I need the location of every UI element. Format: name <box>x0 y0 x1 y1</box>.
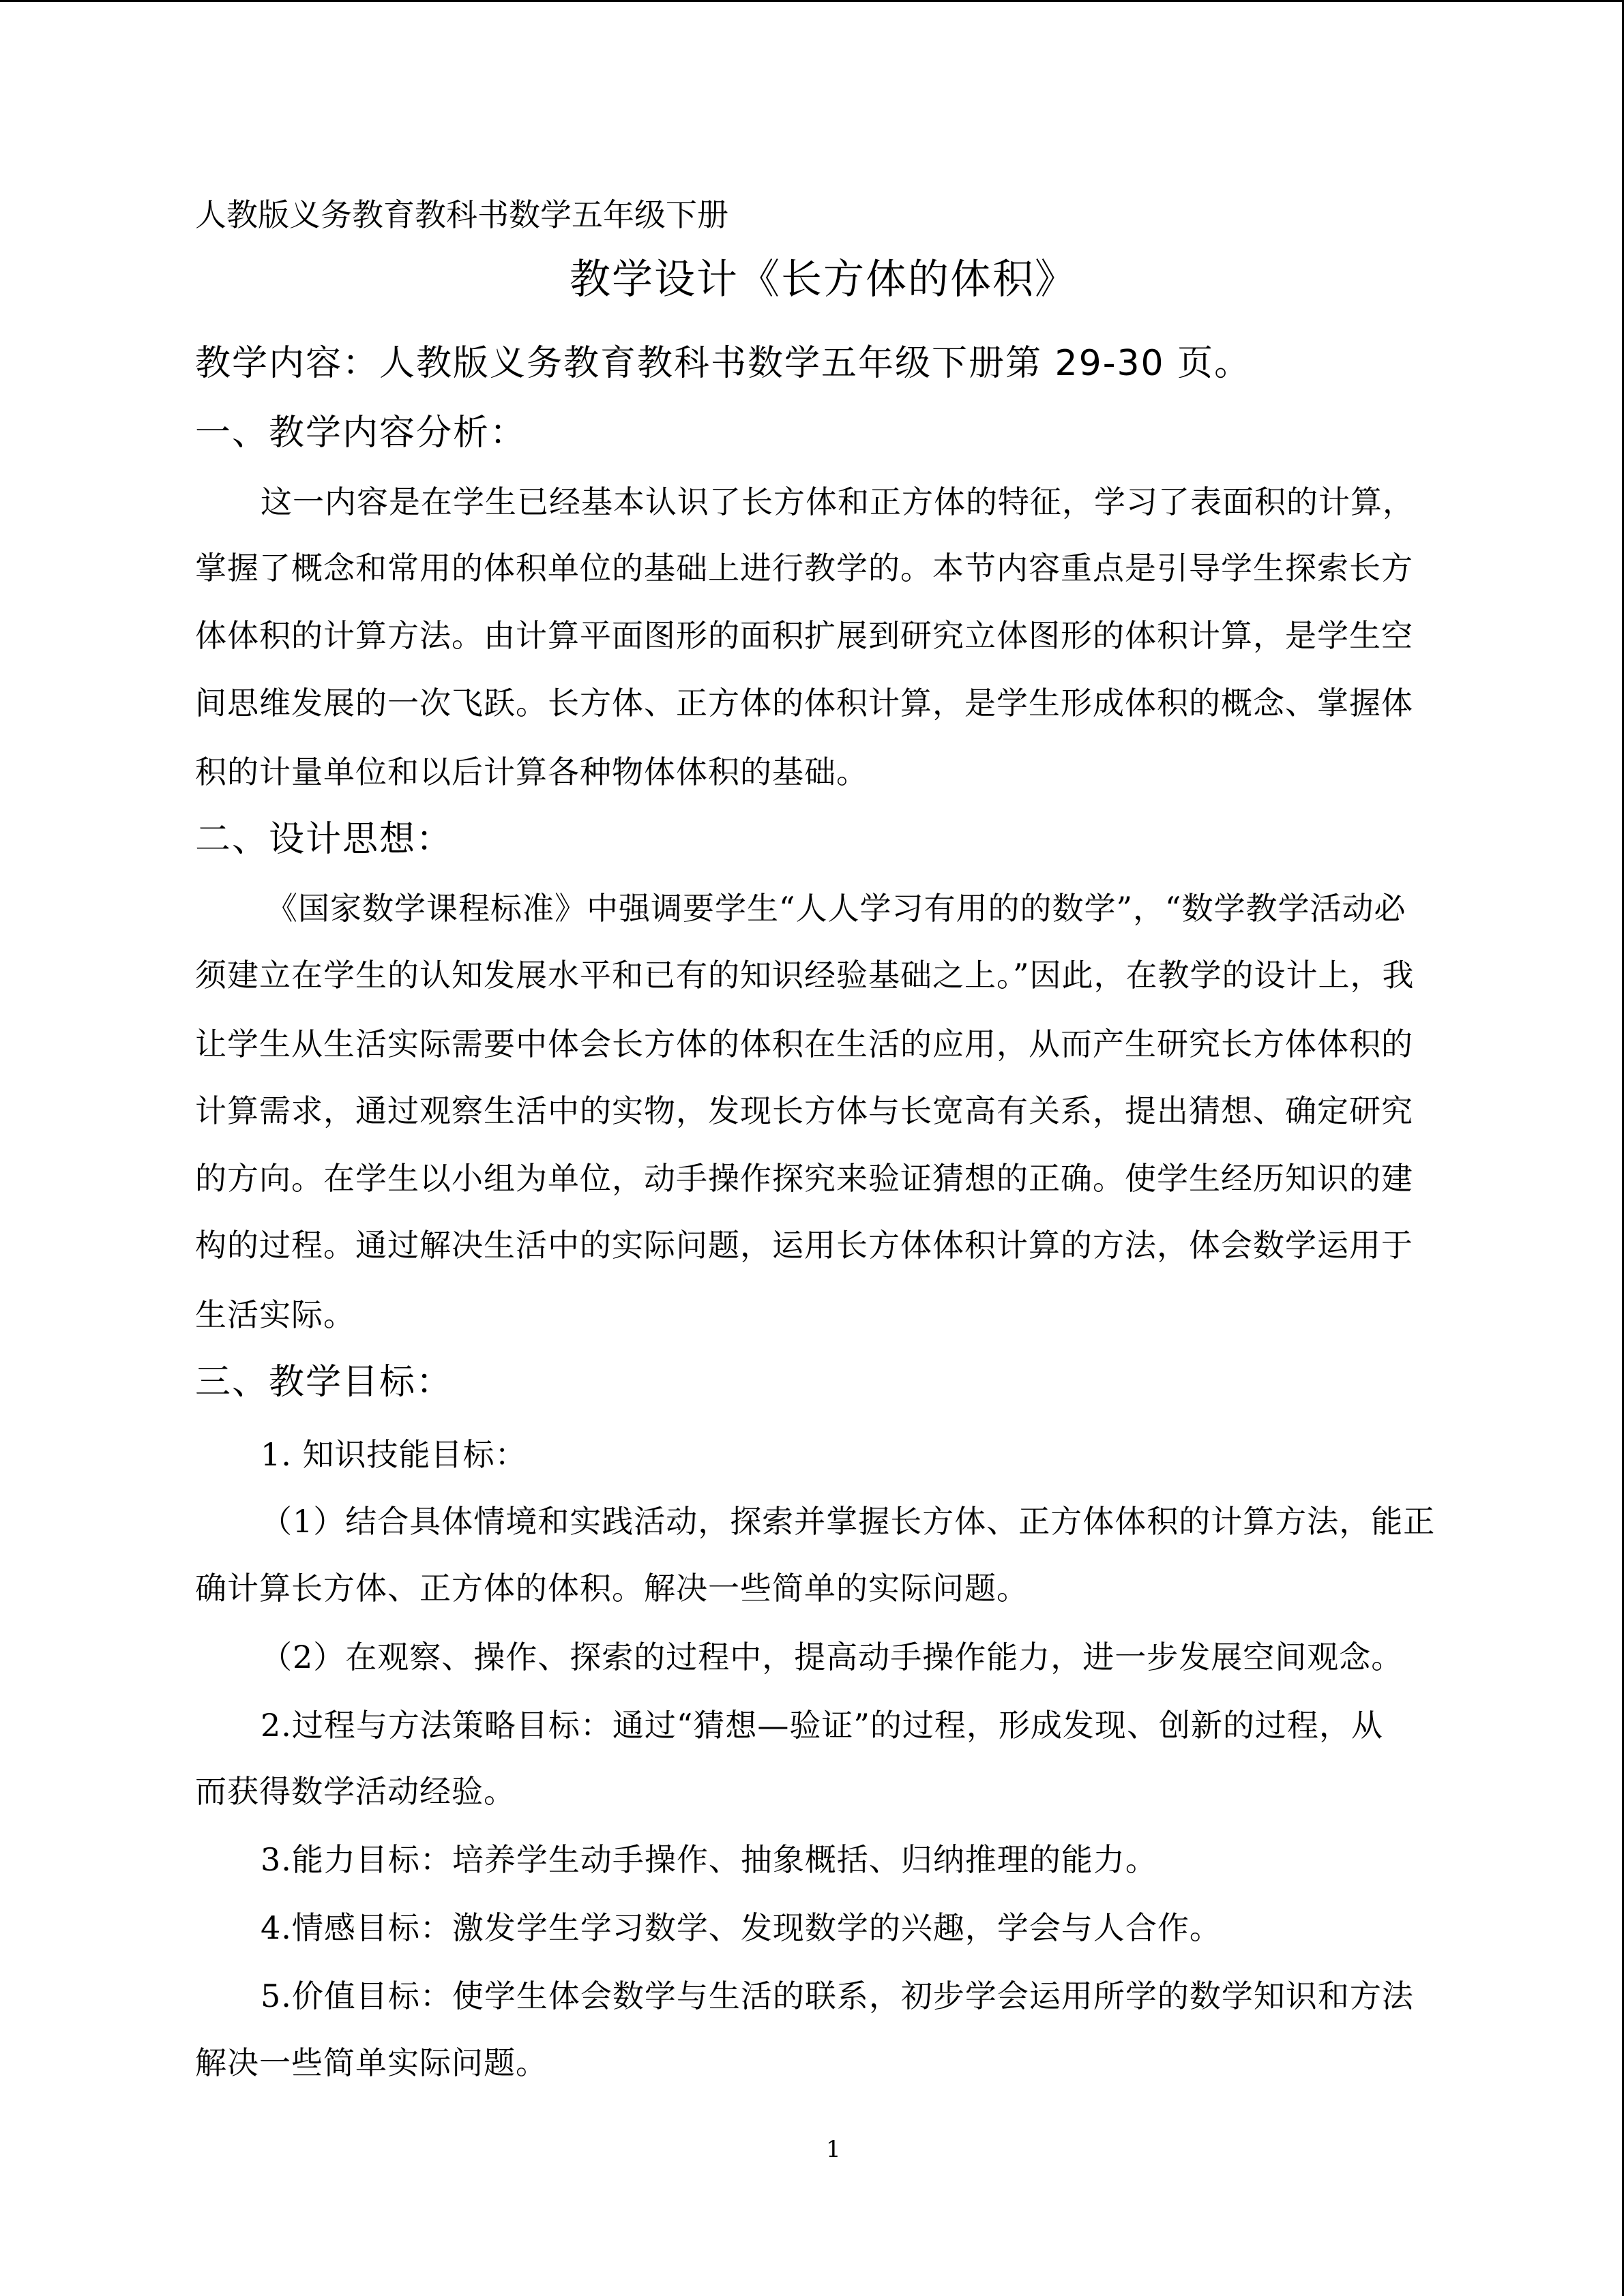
section2-line: 让学生从生活实际需要中体会长方体的体积在生活的应用，从而产生研究长方体体积的 <box>195 1026 1413 1062</box>
section1-line: 体体积的计算方法。由计算平面图形的面积扩展到研究立体图形的体积计算，是学生空 <box>195 617 1413 654</box>
section1-line: 积的计量单位和以后计算各种物体体积的基础。 <box>195 754 868 790</box>
section2-heading: 二、设计思想： <box>195 819 454 860</box>
goal2-line: 而获得数学活动经验。 <box>195 1773 516 1810</box>
section2-line: 计算需求，通过观察生活中的实物，发现长方体与长宽高有关系，提出猜想、确定研究 <box>195 1092 1413 1129</box>
section3-heading: 三、教学目标： <box>195 1362 454 1403</box>
section1-line: 这一内容是在学生已经基本认识了长方体和正方体的特征，学习了表面积的计算， <box>261 483 1415 520</box>
page-number: 1 <box>826 2136 841 2163</box>
goal1-label: 1. 知识技能目标： <box>261 1436 527 1473</box>
section1-line: 掌握了概念和常用的体积单位的基础上进行教学的。本节内容重点是引导学生探索长方 <box>195 550 1413 586</box>
goal1-item1-line: （1）结合具体情境和实践活动，探索并掌握长方体、正方体体积的计算方法，能正 <box>261 1503 1436 1540</box>
teaching-content-heading: 教学内容：人教版义务教育教科书数学五年级下册第 29-30 页。 <box>195 343 1252 384</box>
goal1-item1-line: 确计算长方体、正方体的体积。解决一些简单的实际问题。 <box>195 1570 1029 1607</box>
section2-line: 须建立在学生的认知发展水平和已有的知识经验基础之上。”因此，在教学的设计上，我 <box>195 957 1415 994</box>
document-title: 教学设计《长方体的体积》 <box>570 256 1077 303</box>
section2-line: 生活实际。 <box>195 1296 355 1333</box>
goal2-line: 2.过程与方法策略目标：通过“猜想—验证”的过程，形成发现、创新的过程，从 <box>261 1707 1383 1744</box>
section1-line: 间思维发展的一次飞跃。长方体、正方体的体积计算，是学生形成体积的概念、掌握体 <box>195 685 1413 721</box>
goal5-line: 5.价值目标：使学生体会数学与生活的联系，初步学会运用所学的数学知识和方法 <box>261 1978 1414 2014</box>
goal3: 3.能力目标：培养学生动手操作、抽象概括、归纳推理的能力。 <box>261 1841 1157 1878</box>
section2-line: 的方向。在学生以小组为单位，动手操作探究来验证猜想的正确。使学生经历知识的建 <box>195 1160 1413 1197</box>
goal5-line: 解决一些简单实际问题。 <box>195 2044 548 2081</box>
goal4: 4.情感目标：激发学生学习数学、发现数学的兴趣，学会与人合作。 <box>261 1909 1222 1946</box>
section2-line: 《国家数学课程标准》中强调要学生“人人学习有用的的数学”，“数学教学活动必 <box>266 890 1406 927</box>
section1-heading: 一、教学内容分析： <box>195 413 527 453</box>
document-subtitle: 人教版义务教育教科书数学五年级下册 <box>195 196 728 233</box>
section2-line: 构的过程。通过解决生活中的实际问题，运用长方体体积计算的方法，体会数学运用于 <box>195 1227 1413 1264</box>
page-border-top <box>0 0 1624 2</box>
goal1-item2: （2）在观察、操作、探索的过程中，提高动手操作能力，进一步发展空间观念。 <box>261 1639 1404 1675</box>
